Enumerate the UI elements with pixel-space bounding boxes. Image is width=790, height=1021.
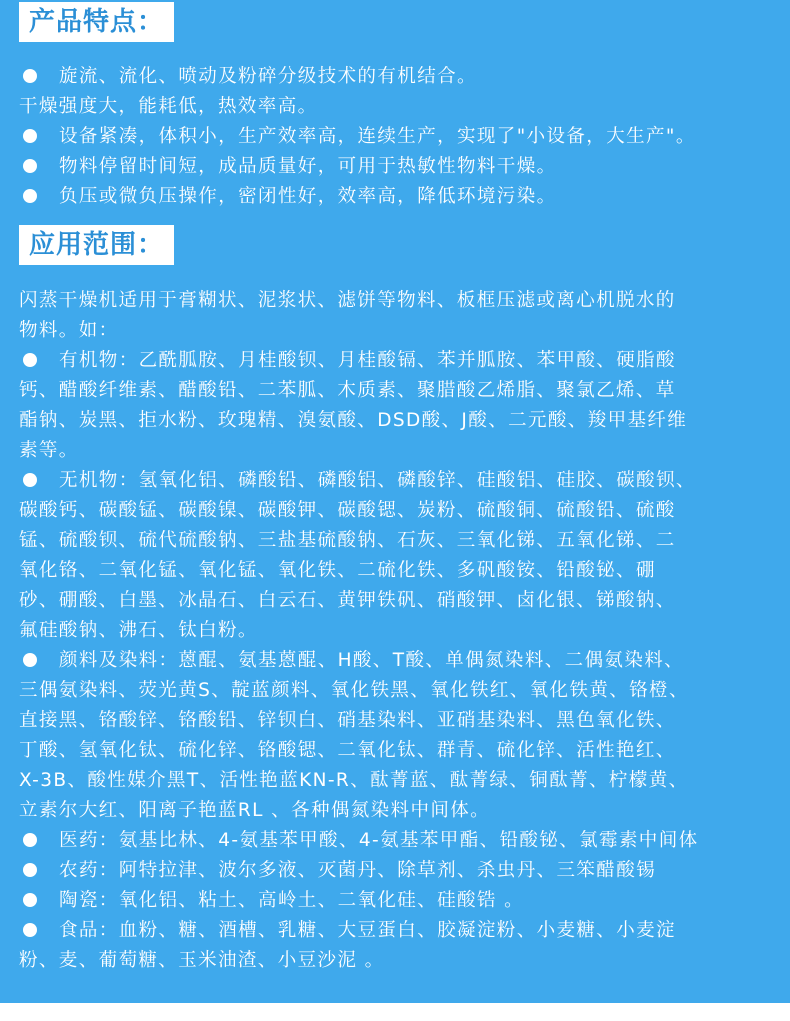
applications-heading: 应用范围： [19, 225, 174, 265]
bullet-dot-icon [23, 863, 37, 877]
bullet-dot-icon [23, 129, 37, 143]
feature-item: 负压或微负压操作，密闭性好，效率高，降低环境污染。 [19, 182, 779, 212]
bullet-dot-icon [23, 353, 37, 367]
bullet-dot-icon [23, 189, 37, 203]
page-footer-strip [0, 1003, 790, 1021]
application-item-pesticides: 农药：阿特拉津、波尔多液、灭菌丹、除草剂、杀虫丹、三笨醋酸锡 [19, 856, 779, 886]
application-item-medicine: 医药：氨基比林、4-氨基苯甲酸、4-氨基苯甲酯、铅酸铋、氯霉素中间体 [19, 826, 779, 856]
applications-list [19, 286, 779, 976]
feature-item: 物料停留时间短，成品质量好，可用于热敏性物料干燥。 [19, 152, 779, 182]
feature-item: 干燥强度大，能耗低，热效率高。 [19, 96, 318, 117]
feature-item: 设备紧凑，体积小，生产效率高，连续生产，实现了"小设备，大生产"。 [19, 122, 779, 152]
feature-item: 旋流、流化、喷动及粉碎分级技术的有机结合。 [19, 62, 779, 92]
features-list [19, 62, 779, 212]
intro-line: 闪蒸干燥机适用于膏糊状、泥浆状、滤饼等物料、板框压滤或离心机脱水的 [19, 290, 676, 311]
intro-line: 物料。如： [19, 320, 119, 341]
bullet-dot-icon [23, 653, 37, 667]
bullet-dot-icon [23, 69, 37, 83]
application-item-pigments: 颜料及染料：蒽醌、氨基蒽醌、H酸、T酸、单偶氮染料、二偶氨染料、 三偶氨染料、荧光黄S、靛蓝颜料、氧化铁黑、氧化铁红、氧化铁黄、铬橙、 直接黑、铬酸锌、铬酸铅、锌钡白、硝基染料、亚硝基染料、黑色氧化铁、 丁酸、氢氧化钛、硫化锌、铬酸锶、二氧化钛、群青、硫化锌、活性艳红、 X-3B、酸性媒介黑T、活性艳蓝KN-R、酞菁蓝、酞菁绿、铜酞菁、柠檬黄、 立素尔大红、阳离子艳蓝RL 、各种偶氮染料中间体。 [19, 650, 689, 821]
application-item-organic: 有机物：乙酰胍胺、月桂酸钡、月桂酸镉、苯并胍胺、苯甲酸、硬脂酸 钙、醋酸纤维素、醋酸铅、二苯胍、木质素、聚腊酸乙烯脂、聚氯乙烯、草 酯钠、炭黑、拒水粉、玫瑰精、溴氨酸、DSD酸、J酸、二元酸、羧甲基纤维 素等。 [19, 350, 688, 461]
bullet-dot-icon [23, 159, 37, 173]
features-heading: 产品特点： [19, 2, 174, 42]
bullet-dot-icon [23, 923, 37, 937]
application-item-ceramics: 陶瓷：氧化铝、粘土、高岭土、二氧化硅、硅酸锆 。 [19, 886, 779, 916]
application-item-food: 食品：血粉、糖、酒槽、乳糖、大豆蛋白、胶凝淀粉、小麦糖、小麦淀 粉、麦、葡萄糖、玉米油渣、小豆沙泥 。 [19, 920, 676, 971]
bullet-dot-icon [23, 473, 37, 487]
bullet-dot-icon [23, 833, 37, 847]
bullet-dot-icon [23, 893, 37, 907]
application-item-inorganic: 无机物：氢氧化铝、磷酸铅、磷酸铝、磷酸锌、硅酸铝、硅胶、碳酸钡、 碳酸钙、碳酸锰、碳酸镍、碳酸钾、碳酸锶、炭粉、硫酸铜、硫酸铅、硫酸 锰、硫酸钡、硫代硫酸钠、三盐基硫酸钠、石灰、三氧化锑、五氧化锑、二 氧化铬、二氧化锰、氧化锰、氧化铁、二硫化铁、多矾酸铵、铅酸铋、硼 砂、硼酸、白墨、冰晶石、白云石、黄钾铁矾、硝酸钾、卤化银、锑酸钠、 氟硅酸钠、沸石、钛白粉。 [19, 470, 696, 641]
